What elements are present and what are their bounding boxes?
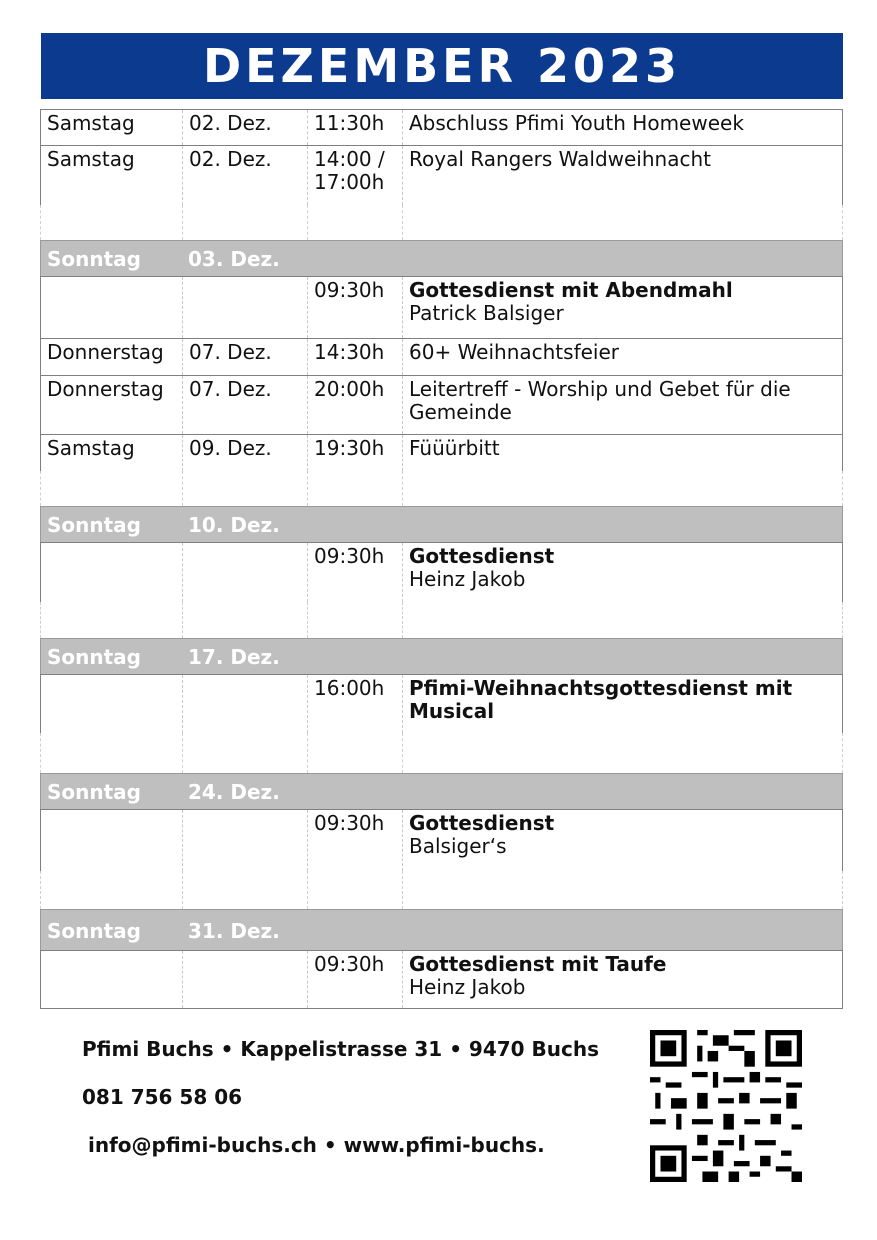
event-day [41, 675, 182, 733]
sunday-label: Sonntag [47, 780, 141, 804]
event-day: Donnerstag [47, 377, 164, 401]
event-title: Gottesdienst mit Abendmahl [409, 278, 733, 302]
event-description [402, 543, 842, 602]
event-speaker: Balsiger‘s [409, 834, 507, 858]
sunday-header-row [40, 773, 843, 809]
event-date [182, 543, 307, 602]
event-time: 14:00 / 17:00h [307, 146, 402, 205]
sunday-header-row [40, 909, 843, 950]
sunday-header-row [40, 240, 843, 276]
event-time: 19:30h [307, 435, 402, 471]
event-day: Samstag [47, 147, 135, 171]
event-title: Abschluss Pfimi Youth Homeweek [409, 111, 744, 135]
event-description [402, 146, 842, 205]
event-row [40, 542, 843, 602]
event-speaker: Patrick Balsiger [409, 301, 564, 325]
event-description [402, 110, 842, 145]
spacer-row [40, 471, 843, 506]
event-description [402, 277, 842, 338]
event-time: 09:30h [307, 277, 402, 338]
sunday-label: Sonntag [47, 918, 141, 943]
event-title: Gottesdienst [409, 811, 555, 835]
event-title: Gottesdienst mit Taufe [409, 952, 667, 976]
footer-address: Pfimi Buchs • Kappelistrasse 31 • 9470 Buchs [82, 1037, 600, 1061]
sunday-label: Sonntag [47, 513, 141, 537]
event-date: 09. Dez. [182, 435, 307, 471]
sunday-date: 10. Dez. [188, 513, 280, 537]
page-title: DEZEMBER 2023 [41, 33, 843, 99]
qr-code-icon [650, 1030, 802, 1182]
event-time: 14:30h [307, 339, 402, 375]
event-date: 02. Dez. [182, 110, 307, 145]
event-time: 20:00h [307, 376, 402, 434]
event-title: Pfimi-Weihnachtsgottesdienst mit Musical [409, 676, 793, 723]
event-time: 09:30h [307, 810, 402, 871]
footer-contact: info@pfimi-buchs.ch • www.pfimi-buchs. [88, 1133, 545, 1157]
sunday-header-row [40, 638, 843, 674]
event-description [402, 810, 842, 871]
event-speaker: Heinz Jakob [409, 975, 526, 999]
event-title: Füüürbitt [409, 436, 500, 460]
event-row [40, 674, 843, 733]
event-day: Samstag [47, 111, 135, 135]
event-day: Samstag [47, 436, 135, 460]
event-row [40, 338, 843, 375]
event-description [402, 339, 842, 375]
event-day: Donnerstag [47, 340, 164, 364]
event-day [41, 810, 182, 871]
footer-phone: 081 756 58 06 [82, 1085, 243, 1109]
event-date [182, 675, 307, 733]
event-day [41, 951, 182, 1008]
sunday-label: Sonntag [47, 645, 141, 669]
sunday-date: 31. Dez. [188, 918, 280, 943]
event-speaker: Heinz Jakob [409, 567, 526, 591]
event-date: 07. Dez. [182, 339, 307, 375]
event-row [40, 950, 843, 1009]
event-row [40, 109, 843, 145]
event-date [182, 277, 307, 338]
spacer-row [40, 205, 843, 240]
sunday-header-row [40, 506, 843, 542]
sunday-date: 24. Dez. [188, 780, 280, 804]
event-time: 09:30h [307, 951, 402, 1008]
event-row [40, 434, 843, 471]
event-description [402, 675, 842, 733]
spacer-row [40, 871, 843, 909]
event-row [40, 375, 843, 434]
event-date: 02. Dez. [182, 146, 307, 205]
spacer-row [40, 733, 843, 773]
event-row [40, 276, 843, 338]
event-table [40, 109, 843, 1009]
event-title: Leitertreff - Worship und Gebet für die Gemeinde [409, 377, 791, 424]
event-description [402, 435, 842, 471]
event-day [41, 543, 182, 602]
event-row [40, 809, 843, 871]
event-title: Royal Rangers Waldweihnacht [409, 147, 711, 171]
event-title: 60+ Weihnachtsfeier [409, 340, 619, 364]
event-time: 09:30h [307, 543, 402, 602]
event-title: Gottesdienst [409, 544, 555, 568]
sunday-date: 03. Dez. [188, 247, 280, 271]
sunday-date: 17. Dez. [188, 645, 280, 669]
event-date [182, 810, 307, 871]
event-description [402, 376, 842, 434]
event-date [182, 951, 307, 1008]
event-date: 07. Dez. [182, 376, 307, 434]
event-time: 16:00h [307, 675, 402, 733]
event-description [402, 951, 842, 1008]
event-time: 11:30h [307, 110, 402, 145]
event-day [41, 277, 182, 338]
sunday-label: Sonntag [47, 247, 141, 271]
event-row [40, 145, 843, 205]
spacer-row [40, 602, 843, 638]
